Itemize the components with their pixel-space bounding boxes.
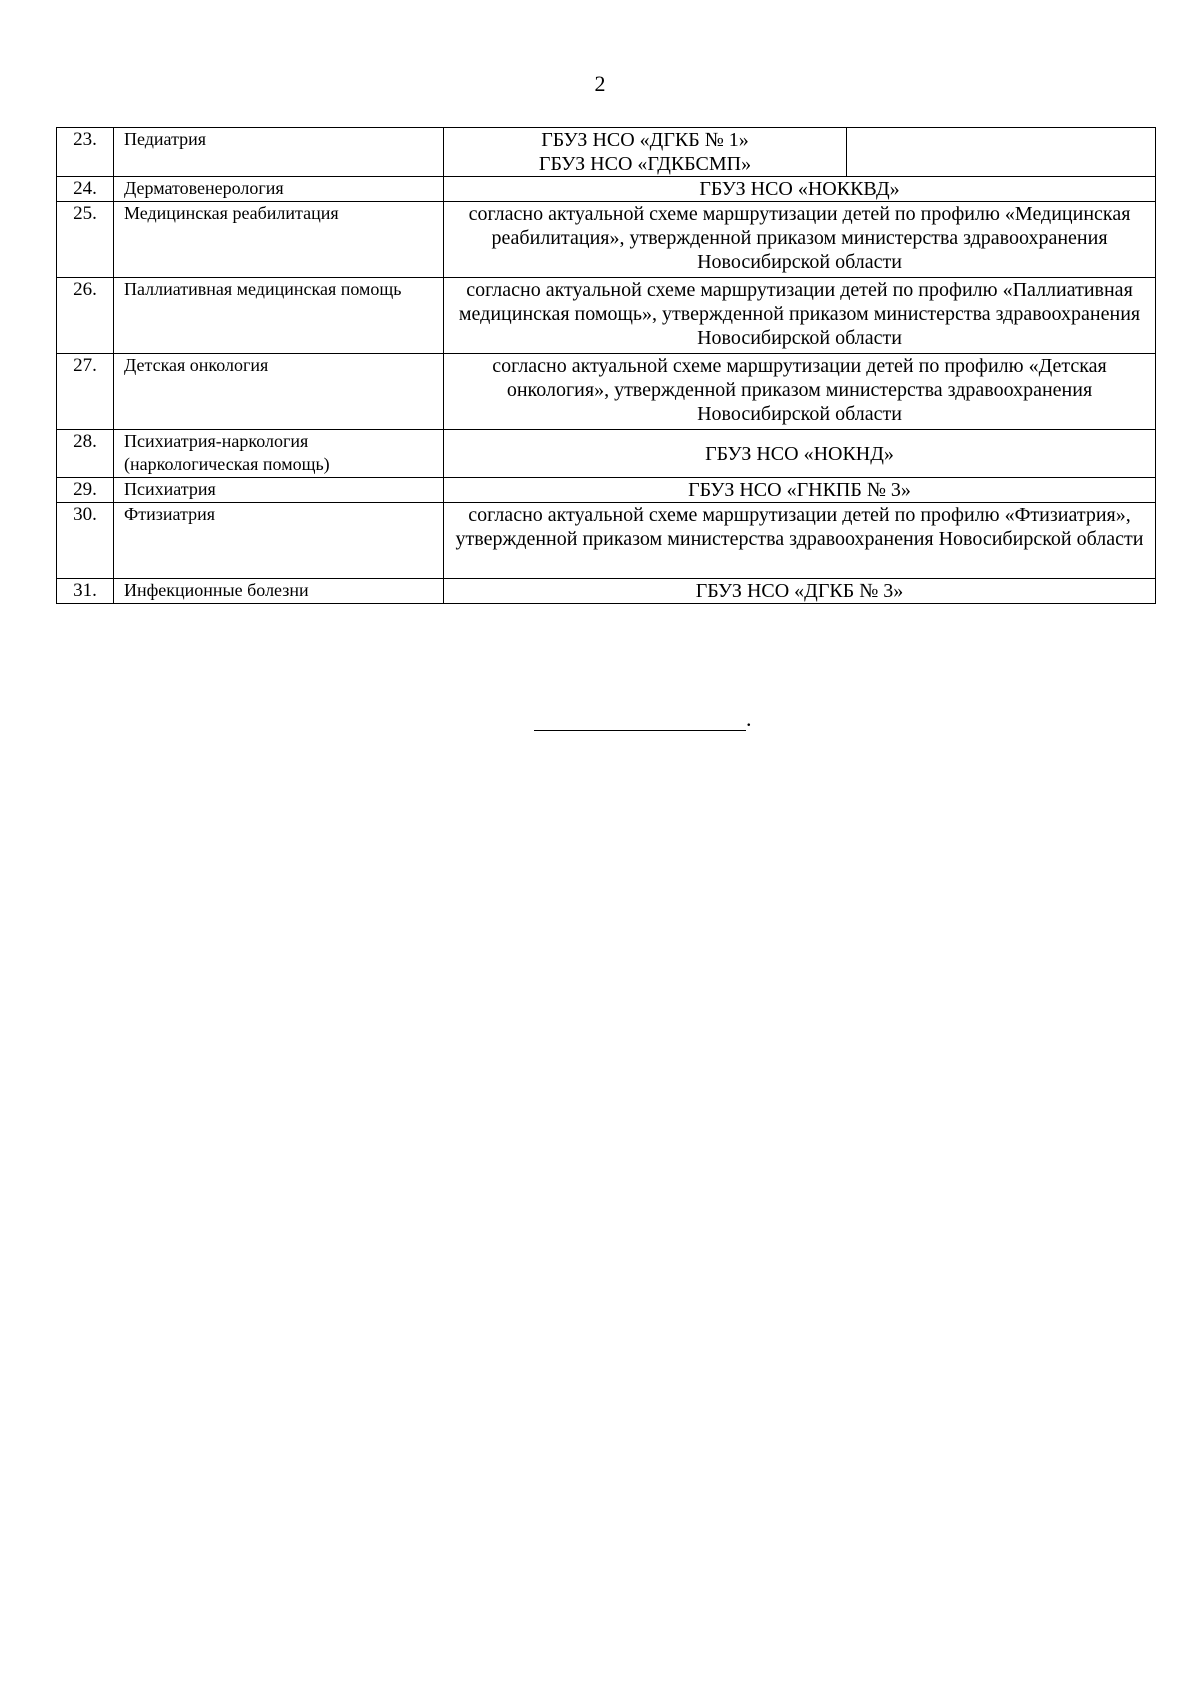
table-row (57, 128, 1156, 177)
organization-cell: согласно актуальной схеме маршрутизации детей по профилю «Детская онкология», утвержденной приказом министерства здравоохранения Новосибирской области (444, 354, 1156, 430)
row-number: 29. (57, 478, 114, 503)
organization-cell (444, 128, 847, 177)
profile-cell: Медицинская реабилитация (114, 202, 444, 278)
profile-cell: Педиатрия (114, 128, 444, 177)
routing-table (56, 127, 1156, 604)
profile-cell: Психиатрия-наркология (наркологическая помощь) (114, 430, 444, 478)
table-row (57, 202, 1156, 278)
profile-cell: Паллиативная медицинская помощь (114, 278, 444, 354)
row-number: 24. (57, 177, 114, 202)
organization-cell: ГБУЗ НСО «НОККВД» (444, 177, 1156, 202)
row-number: 30. (57, 503, 114, 579)
page-number: 2 (594, 71, 606, 96)
table-row (57, 354, 1156, 430)
table-row (57, 579, 1156, 604)
profile-cell: Детская онкология (114, 354, 444, 430)
row-number: 28. (57, 430, 114, 478)
profile-cell: Фтизиатрия (114, 503, 444, 579)
profile-cell: Инфекционные болезни (114, 579, 444, 604)
end-of-document-mark (534, 706, 752, 731)
organization-cell: согласно актуальной схеме маршрутизации детей по профилю «Паллиативная медицинская помощь», утвержденной приказом министерства здравоохранения Новосибирской области (444, 278, 1156, 354)
row-number: 27. (57, 354, 114, 430)
organization-cell: согласно актуальной схеме маршрутизации детей по профилю «Медицинская реабилитация», утвержденной приказом министерства здравоохранения Новосибирской области (444, 202, 1156, 278)
table-row (57, 278, 1156, 354)
organization-line: ГБУЗ НСО «ДГКБ № 1» (541, 129, 749, 151)
row-number: 25. (57, 202, 114, 278)
row-number: 23. (57, 128, 114, 177)
end-line-divider (534, 706, 746, 731)
organization-cell: согласно актуальной схеме маршрутизации детей по профилю «Фтизиатрия», утвержденной приказом министерства здравоохранения Новосибирской области (444, 503, 1156, 579)
profile-cell: Дерматовенерология (114, 177, 444, 202)
organization-cell: ГБУЗ НСО «НОКНД» (444, 430, 1156, 478)
profile-cell: Психиатрия (114, 478, 444, 503)
row-number: 31. (57, 579, 114, 604)
table-row (57, 430, 1156, 478)
organization-cell: ГБУЗ НСО «ГНКПБ № 3» (444, 478, 1156, 503)
end-period: . (746, 706, 752, 731)
organization-cell: ГБУЗ НСО «ДГКБ № 3» (444, 579, 1156, 604)
row-number: 26. (57, 278, 114, 354)
organization-line: ГБУЗ НСО «ГДКБСМП» (538, 153, 752, 175)
table-row (57, 177, 1156, 202)
table-row (57, 503, 1156, 579)
empty-cell (847, 128, 1156, 177)
table-row (57, 478, 1156, 503)
